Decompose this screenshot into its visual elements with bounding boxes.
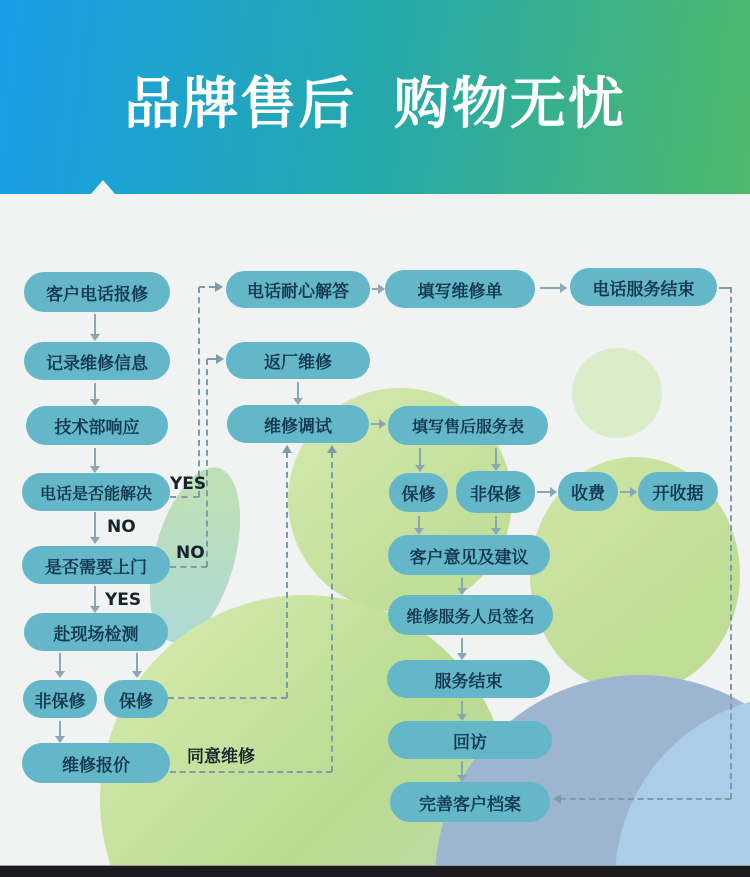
dashed-connector-segment: [168, 697, 287, 699]
flow-node-fill-repair-form: 填写维修单: [385, 270, 535, 308]
flow-node-phone-patient-answer: 电话耐心解答: [226, 271, 370, 308]
edge-label-no-onsite-needed: NO: [176, 543, 205, 563]
arrow-down-icon: [461, 638, 463, 653]
dashed-connector-segment: [170, 496, 199, 498]
flow-node-non-warranty-right: 非保修: [456, 471, 535, 513]
arrow-down-icon: [461, 701, 463, 714]
dashed-connector-segment: [206, 359, 208, 567]
flow-node-follow-up-visit: 回访: [388, 721, 552, 759]
arrow-right-icon: [371, 423, 379, 425]
flow-node-warranty-right: 保修: [389, 473, 448, 512]
arrow-down-icon: [136, 653, 138, 671]
flow-node-issue-receipt: 开收据: [638, 472, 718, 511]
edge-label-yes-onsite-needed: YES: [105, 590, 142, 610]
edge-label-yes-phone-solved: YES: [170, 474, 207, 494]
arrow-down-icon: [418, 516, 420, 528]
flow-node-complete-customer-file: 完善客户档案: [390, 782, 550, 822]
arrow-down-icon: [495, 516, 497, 528]
arrow-down-icon: [59, 721, 61, 736]
flow-node-staff-signature: 维修服务人员签名: [388, 595, 553, 635]
edge-label-no-phone-solved: NO: [107, 517, 136, 537]
dashed-arrowhead-icon: [327, 445, 337, 453]
dashed-connector-segment: [331, 452, 333, 772]
banner: [0, 0, 750, 194]
flow-node-phone-service-end: 电话服务结束: [570, 268, 717, 306]
flow-node-record-repair-info: 记录维修信息: [24, 342, 170, 380]
dashed-arrowhead-icon: [553, 794, 561, 804]
flow-node-repair-debug: 维修调试: [227, 405, 369, 443]
arrow-down-icon: [461, 761, 463, 775]
dashed-connector-segment: [286, 452, 288, 698]
edge-label-agree-repair: 同意维修: [187, 747, 255, 767]
dashed-arrowhead-icon: [215, 282, 223, 292]
flow-node-customer-feedback: 客户意见及建议: [388, 535, 550, 575]
dashed-connector-segment: [560, 798, 731, 800]
flow-node-non-warranty-left: 非保修: [23, 680, 97, 718]
arrow-down-icon: [297, 382, 299, 398]
flow-node-warranty-left: 保修: [104, 680, 168, 718]
arrow-down-icon: [59, 653, 61, 671]
page-title: 品牌售后 购物无忧: [124, 72, 626, 137]
flow-node-service-end: 服务结束: [387, 660, 550, 698]
flow-node-phone-solvable-decision: 电话是否能解决: [22, 473, 170, 511]
dashed-arrowhead-icon: [282, 445, 292, 453]
flow-node-customer-phone-report: 客户电话报修: [24, 272, 170, 312]
arrow-down-icon: [419, 448, 421, 465]
flow-node-repair-quote: 维修报价: [22, 743, 170, 783]
dashed-connector-segment: [207, 358, 216, 360]
flow-node-onsite-inspection: 赴现场检测: [24, 613, 168, 651]
footer-bar: [0, 865, 750, 877]
arrow-down-icon: [94, 314, 96, 334]
flow-node-tech-dept-response: 技术部响应: [26, 406, 168, 445]
dashed-connector-segment: [170, 566, 207, 568]
arrow-down-icon: [94, 586, 96, 606]
dashed-connector-segment: [198, 287, 200, 497]
dashed-connector-segment: [170, 771, 332, 773]
dashed-connector-segment: [730, 287, 732, 799]
flow-node-return-factory-repair: 返厂维修: [226, 342, 370, 379]
arrow-right-icon: [537, 491, 550, 493]
banner-notch-triangle: [91, 180, 115, 194]
background-blob-green-pale: [572, 348, 662, 438]
arrow-right-icon: [372, 288, 378, 290]
arrow-down-icon: [461, 578, 463, 588]
arrow-down-icon: [94, 512, 96, 537]
flow-node-fill-aftersales-form: 填写售后服务表: [388, 406, 548, 445]
flow-node-charge: 收费: [558, 472, 618, 511]
arrow-right-icon: [540, 287, 560, 289]
dashed-connector-segment: [199, 286, 215, 288]
arrow-right-icon: [620, 491, 630, 493]
flow-node-need-onsite-decision: 是否需要上门: [22, 546, 170, 584]
arrow-down-icon: [94, 383, 96, 399]
arrow-down-icon: [94, 448, 96, 466]
dashed-arrowhead-icon: [216, 354, 224, 364]
arrow-down-icon: [495, 448, 497, 464]
